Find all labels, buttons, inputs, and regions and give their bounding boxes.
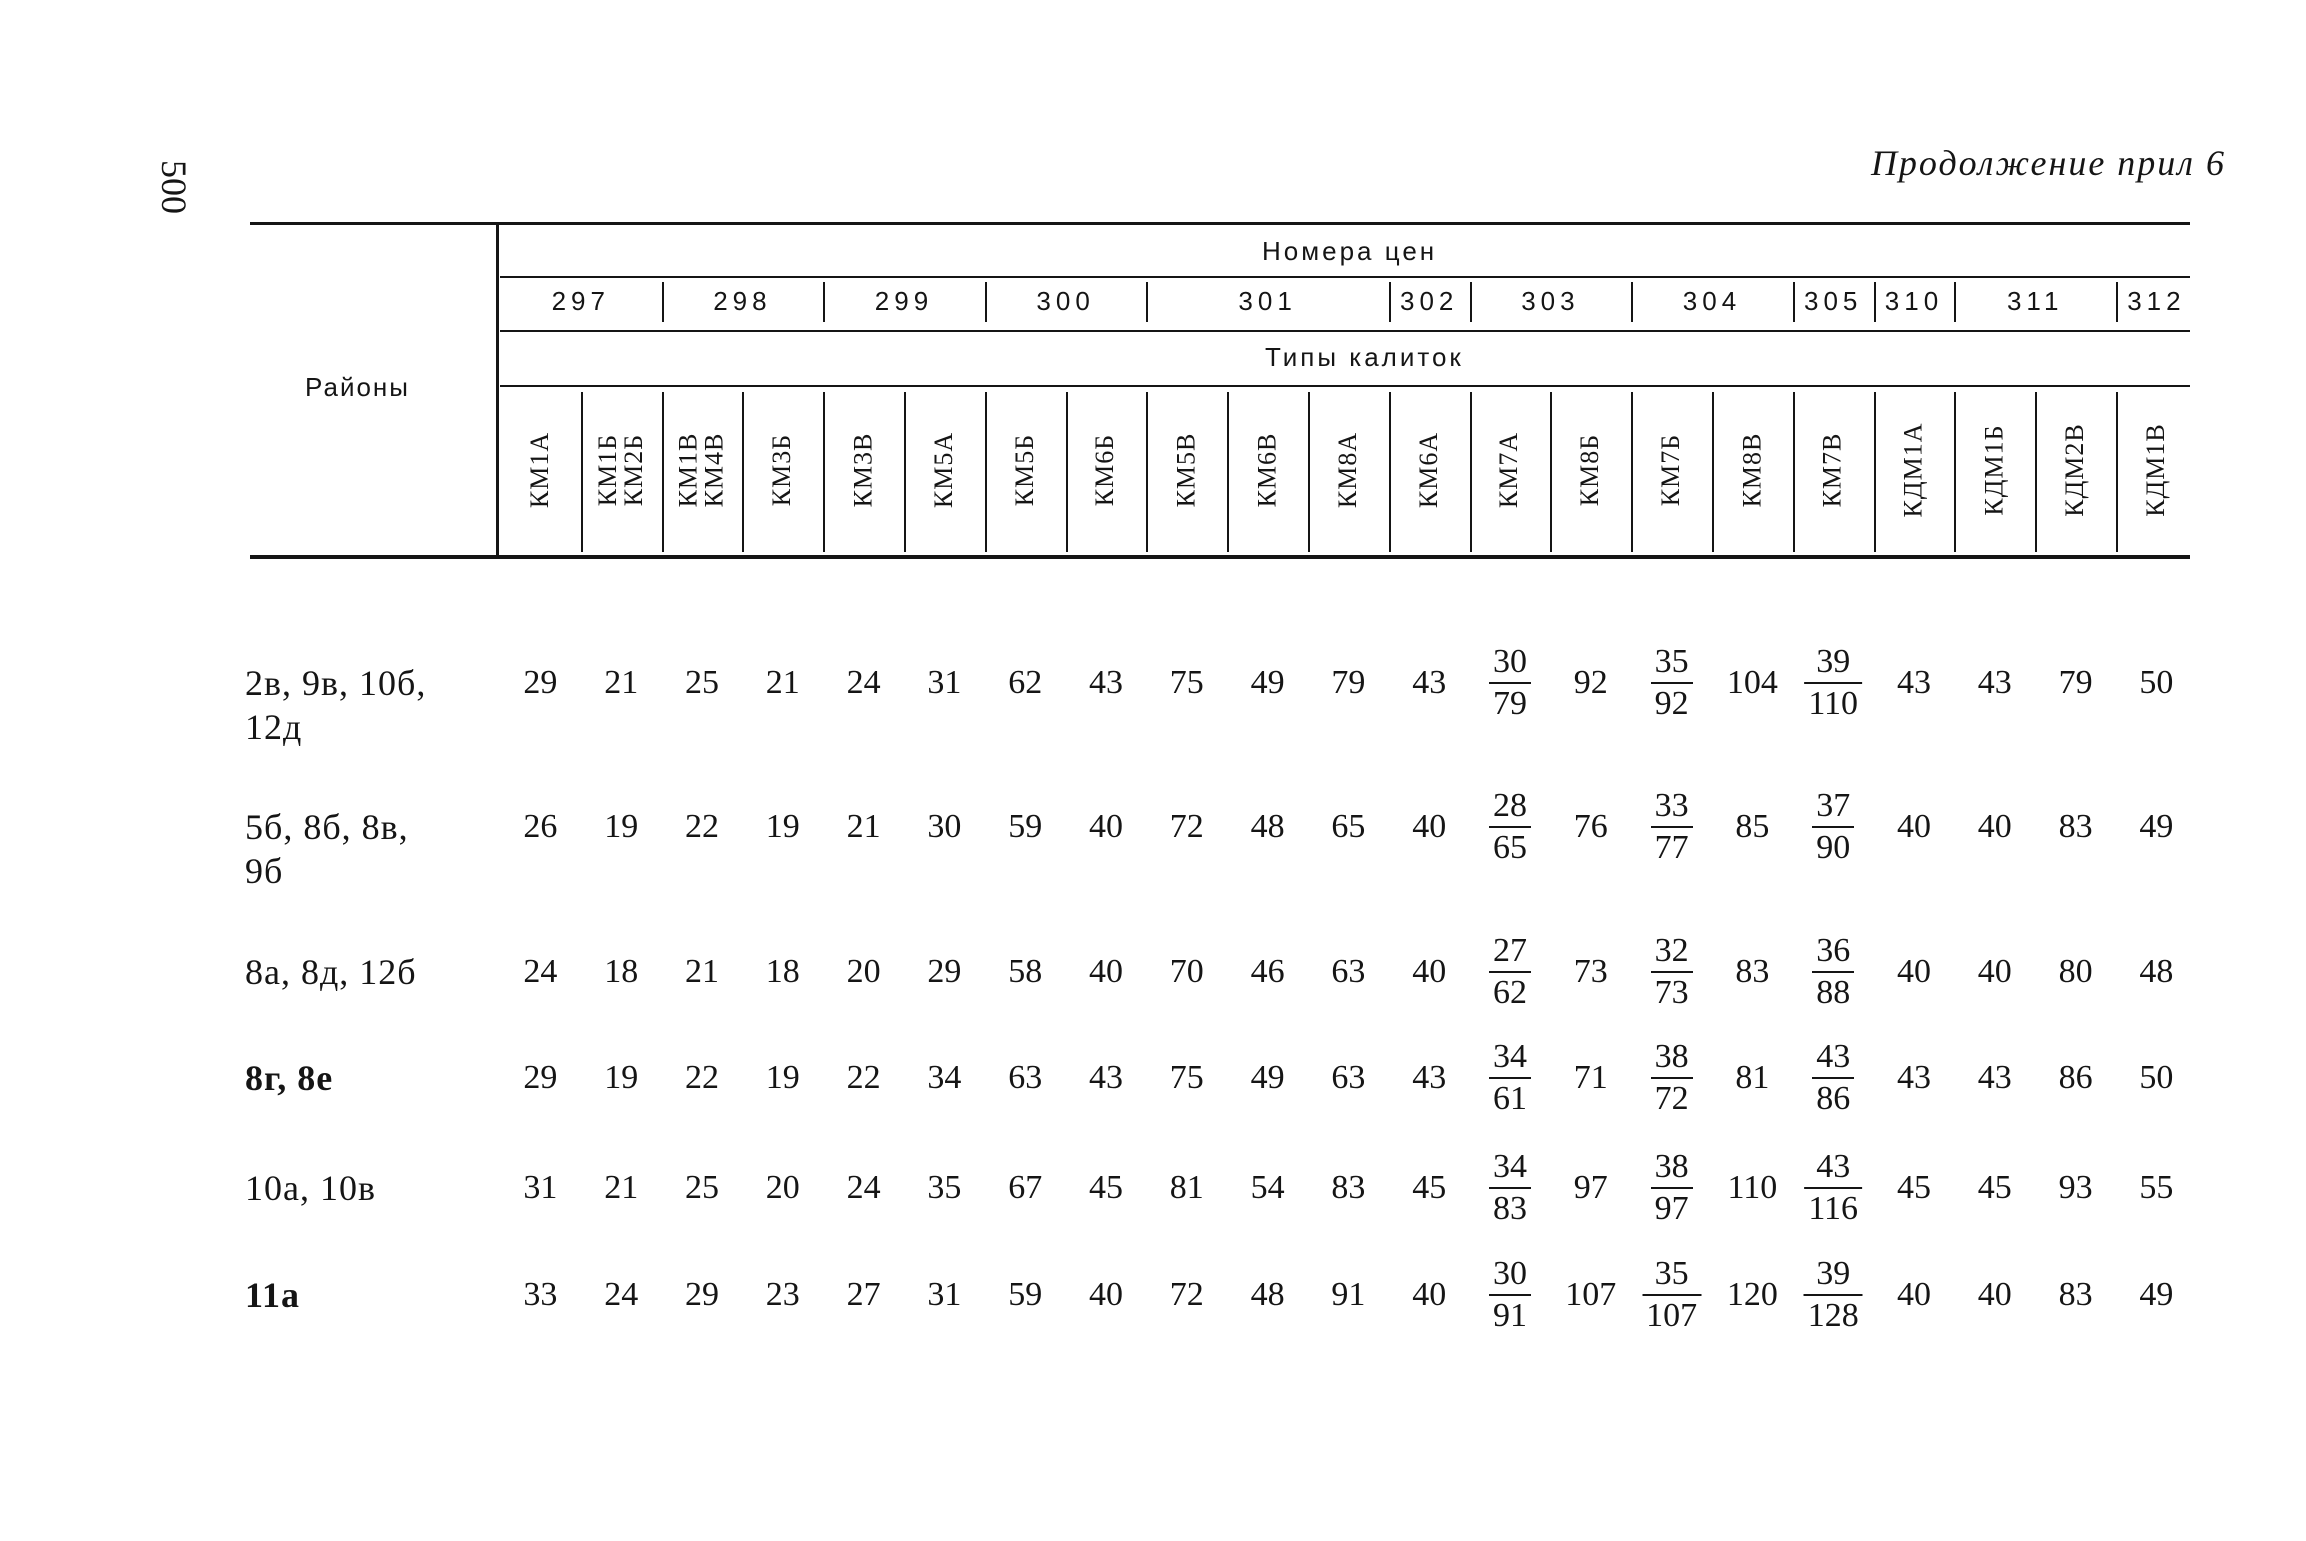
price-group-separator xyxy=(662,282,664,322)
value-cell: 48 xyxy=(2139,953,2174,990)
gate-type-label xyxy=(1090,433,1120,507)
value-cell: 72 xyxy=(1169,1276,1204,1313)
gate-type-header xyxy=(1874,392,1954,548)
fraction-cell xyxy=(1642,1254,1701,1336)
value-cell: 59 xyxy=(1008,1276,1043,1313)
fraction-denominator: 65 xyxy=(1489,826,1531,868)
fraction-cell xyxy=(1812,931,1854,1013)
gate-type-label xyxy=(2143,423,2169,517)
price-group-separator xyxy=(1389,282,1391,322)
gate-type-label xyxy=(1898,422,1928,518)
region-label xyxy=(245,1166,376,1210)
value-cell: 49 xyxy=(1250,1059,1285,1096)
price-number: 300 xyxy=(1036,286,1095,316)
price-group-separator xyxy=(1470,282,1472,322)
value-cell: 21 xyxy=(604,664,639,701)
gate-type-separator xyxy=(581,392,583,552)
gate-type-header xyxy=(662,392,742,548)
gate-type-separator xyxy=(1550,392,1552,552)
value-cell: 20 xyxy=(846,953,881,990)
fraction-denominator: 86 xyxy=(1812,1077,1854,1119)
value-cell: 43 xyxy=(1412,1059,1447,1096)
value-cell: 79 xyxy=(1331,664,1366,701)
price-group-rule xyxy=(500,276,2190,278)
fraction-denominator: 90 xyxy=(1812,826,1854,868)
gate-type-header xyxy=(1389,392,1469,548)
fraction-denominator: 116 xyxy=(1804,1187,1862,1229)
value-cell: 23 xyxy=(765,1276,800,1313)
fraction-cell xyxy=(1804,1254,1863,1336)
fraction-cell xyxy=(1489,1037,1531,1119)
gate-types-rule xyxy=(500,385,2190,387)
price-number: 299 xyxy=(874,286,934,316)
value-cell: 31 xyxy=(927,664,962,701)
fraction-numerator: 28 xyxy=(1493,787,1527,824)
fraction-numerator: 34 xyxy=(1493,1148,1527,1185)
value-cell: 83 xyxy=(1331,1169,1366,1206)
region-label-line: 9б xyxy=(245,851,284,891)
region-label-line: 8г, 8е xyxy=(245,1058,334,1098)
fraction-numerator: 38 xyxy=(1654,1038,1689,1075)
value-cell: 18 xyxy=(604,953,639,990)
region-label-line: 8а, 8д, 12б xyxy=(245,952,417,992)
fraction-denominator: 77 xyxy=(1651,826,1693,868)
region-column-header: Районы xyxy=(305,372,410,402)
fraction-numerator: 27 xyxy=(1493,932,1527,969)
value-cell: 59 xyxy=(1008,808,1043,845)
gate-type-separator xyxy=(1793,392,1795,552)
gate-type-text: КМ5Б xyxy=(1009,433,1039,507)
value-cell: 63 xyxy=(1008,1059,1043,1096)
page-number: 500 xyxy=(154,160,194,214)
gate-type-text: КМ7Б xyxy=(1656,433,1686,507)
fraction-numerator: 39 xyxy=(1816,643,1851,680)
gate-type-text: КМ1А xyxy=(525,431,554,509)
value-cell: 45 xyxy=(1412,1169,1447,1206)
value-cell: 49 xyxy=(2139,808,2174,845)
value-cell: 120 xyxy=(1726,1276,1778,1313)
gate-type-separator xyxy=(1874,392,1876,552)
value-cell: 70 xyxy=(1169,953,1204,990)
gate-type-label xyxy=(1254,433,1280,508)
price-number: 304 xyxy=(1682,286,1742,316)
gate-type-text: КМ7В xyxy=(1817,432,1847,508)
value-cell: 18 xyxy=(765,953,800,990)
value-cell: 83 xyxy=(2058,1276,2093,1313)
value-cell: 43 xyxy=(1977,664,2012,701)
region-label-line: 11а xyxy=(245,1275,301,1315)
price-number: 312 xyxy=(2127,286,2186,316)
price-group-separator xyxy=(1874,282,1876,322)
value-cell: 40 xyxy=(1977,953,2012,990)
gate-type-label xyxy=(931,432,957,508)
value-cell: 24 xyxy=(846,1169,881,1206)
value-cell: 25 xyxy=(685,1169,719,1206)
price-number: 298 xyxy=(713,286,772,316)
value-cell: 27 xyxy=(846,1276,881,1313)
gate-type-separator xyxy=(1227,392,1229,552)
gate-type-text: КМ8А xyxy=(1333,431,1362,509)
gate-type-separator xyxy=(2035,392,2037,552)
value-cell: 19 xyxy=(604,808,639,845)
fraction-numerator: 33 xyxy=(1654,787,1689,824)
fraction-denominator: 88 xyxy=(1812,971,1854,1013)
value-cell: 40 xyxy=(1089,1276,1123,1313)
value-cell: 50 xyxy=(2139,664,2174,701)
value-cell: 63 xyxy=(1331,1059,1366,1096)
gate-type-separator xyxy=(985,392,987,552)
gate-type-header xyxy=(904,392,984,548)
gate-type-label xyxy=(1981,424,2007,515)
gate-type-label xyxy=(2062,423,2088,517)
gate-type-separator xyxy=(2116,392,2118,552)
fraction-cell xyxy=(1489,1147,1531,1229)
region-label-line: 2в, 9в, 10б, xyxy=(245,663,427,703)
gate-type-text: КМ5В xyxy=(1171,432,1201,508)
value-cell: 104 xyxy=(1726,664,1778,701)
value-cell: 65 xyxy=(1331,808,1366,845)
gate-type-header xyxy=(985,392,1065,548)
fraction-denominator: 97 xyxy=(1651,1187,1693,1229)
price-numbers-header: Номера цен xyxy=(1262,236,1438,266)
value-cell: 45 xyxy=(1977,1169,2012,1206)
value-cell: 48 xyxy=(1250,1276,1285,1313)
gate-type-separator xyxy=(1066,392,1068,552)
price-group-separator xyxy=(1631,282,1633,322)
gate-type-header xyxy=(1550,392,1630,548)
value-cell: 34 xyxy=(927,1059,962,1096)
value-cell: 24 xyxy=(604,1276,639,1313)
price-number: 311 xyxy=(2006,286,2064,316)
value-cell: 93 xyxy=(2058,1169,2093,1206)
value-cell: 35 xyxy=(927,1169,962,1206)
value-cell: 40 xyxy=(1977,1276,2012,1313)
fraction-denominator: 73 xyxy=(1651,971,1693,1013)
fraction-cell xyxy=(1489,1254,1531,1336)
gate-type-header xyxy=(1631,392,1711,548)
price-group-separator xyxy=(1954,282,1956,322)
value-cell: 43 xyxy=(1412,664,1447,701)
value-cell: 75 xyxy=(1169,664,1204,701)
fraction-numerator: 32 xyxy=(1654,932,1689,969)
gate-type-header xyxy=(1308,392,1388,548)
value-cell: 33 xyxy=(523,1276,558,1313)
value-cell: 21 xyxy=(765,664,800,701)
value-cell: 73 xyxy=(1573,953,1608,990)
value-cell: 43 xyxy=(1089,1059,1123,1096)
value-cell: 81 xyxy=(1169,1169,1204,1206)
value-cell: 45 xyxy=(1897,1169,1931,1206)
gate-type-header xyxy=(1470,392,1550,548)
gate-type-label xyxy=(1577,434,1603,506)
value-cell: 83 xyxy=(1735,953,1770,990)
gate-type-label xyxy=(1658,434,1684,506)
value-cell: 48 xyxy=(1250,808,1285,845)
gate-type-label xyxy=(592,433,648,507)
fraction-cell xyxy=(1489,642,1531,724)
fraction-denominator: 83 xyxy=(1489,1187,1531,1229)
gate-type-text: КМ7А xyxy=(1494,431,1524,509)
fraction-numerator: 43 xyxy=(1816,1038,1851,1075)
gate-type-text: КМ8Б xyxy=(1575,433,1605,507)
fraction-cell xyxy=(1651,1037,1693,1119)
gate-type-separator xyxy=(1308,392,1310,552)
gate-type-header xyxy=(1146,392,1226,548)
gate-type-label xyxy=(527,432,553,508)
fraction-numerator: 37 xyxy=(1816,787,1851,824)
gate-type-separator xyxy=(1712,392,1714,552)
price-group-separator xyxy=(823,282,825,322)
fraction-numerator: 39 xyxy=(1816,1255,1851,1292)
value-cell: 46 xyxy=(1250,953,1285,990)
fraction-numerator: 30 xyxy=(1493,1255,1527,1292)
gate-type-label xyxy=(1817,432,1847,508)
region-column-divider xyxy=(496,225,499,555)
fraction-denominator: 107 xyxy=(1642,1294,1701,1336)
gate-type-text: КМ5А xyxy=(929,431,958,509)
value-cell: 110 xyxy=(1727,1169,1778,1206)
gate-type-text: КМ3Б xyxy=(767,433,797,507)
value-cell: 83 xyxy=(2058,808,2093,845)
gate-type-header xyxy=(1793,392,1873,548)
fraction-cell xyxy=(1489,786,1531,868)
value-cell: 49 xyxy=(1250,664,1285,701)
gate-type-separator xyxy=(1389,392,1391,552)
region-label xyxy=(245,661,426,749)
value-cell: 19 xyxy=(765,1059,800,1096)
fraction-denominator: 92 xyxy=(1651,682,1693,724)
value-cell: 67 xyxy=(1008,1169,1043,1206)
gate-type-label xyxy=(1739,433,1765,508)
gate-type-text: КМ1В xyxy=(673,432,703,508)
fraction-cell xyxy=(1804,1147,1862,1229)
fraction-cell xyxy=(1812,1037,1854,1119)
value-cell: 29 xyxy=(685,1276,719,1313)
gate-type-text: КДМ1А xyxy=(1898,422,1928,518)
gate-type-header xyxy=(500,392,580,548)
price-group-separator xyxy=(2116,282,2118,322)
fraction-cell xyxy=(1651,786,1693,868)
value-cell: 40 xyxy=(1977,808,2012,845)
value-cell: 19 xyxy=(765,808,800,845)
value-cell: 40 xyxy=(1897,808,1931,845)
value-cell: 26 xyxy=(523,808,558,845)
value-cell: 50 xyxy=(2139,1059,2174,1096)
value-cell: 75 xyxy=(1169,1059,1204,1096)
gate-type-text: КМ2Б xyxy=(618,433,648,507)
fraction-numerator: 35 xyxy=(1654,1255,1689,1292)
value-cell: 24 xyxy=(846,664,881,701)
value-cell: 49 xyxy=(2139,1276,2174,1313)
region-label-line: 5б, 8б, 8в, xyxy=(245,807,409,847)
value-cell: 21 xyxy=(604,1169,639,1206)
gate-type-label xyxy=(1009,433,1039,507)
gate-type-header xyxy=(1066,392,1146,548)
gate-type-label xyxy=(769,434,795,506)
gate-type-text: КМ6А xyxy=(1413,431,1443,509)
gate-type-text: КДМ1Б xyxy=(1979,424,2009,516)
price-group-separator xyxy=(985,282,987,322)
gate-type-header xyxy=(2035,392,2115,548)
value-cell: 21 xyxy=(685,953,719,990)
value-cell: 22 xyxy=(685,808,719,845)
gate-type-header xyxy=(823,392,903,548)
header-bottom-rule xyxy=(250,555,2190,559)
value-cell: 55 xyxy=(2139,1169,2174,1206)
gate-type-separator xyxy=(1146,392,1148,552)
fraction-cell xyxy=(1651,1147,1693,1229)
gate-type-text: КМ4В xyxy=(699,432,729,508)
price-numbers-rule xyxy=(500,330,2190,332)
value-cell: 76 xyxy=(1573,808,1608,845)
gate-type-separator xyxy=(823,392,825,552)
value-cell: 40 xyxy=(1412,953,1447,990)
value-cell: 20 xyxy=(765,1169,800,1206)
gate-type-text: КДМ2В xyxy=(2060,423,2090,517)
value-cell: 62 xyxy=(1008,664,1043,701)
value-cell: 43 xyxy=(1897,1059,1931,1096)
region-label xyxy=(245,805,409,893)
value-cell: 79 xyxy=(2058,664,2093,701)
fraction-numerator: 34 xyxy=(1493,1038,1527,1075)
price-number: 297 xyxy=(551,286,610,316)
fraction-numerator: 35 xyxy=(1654,643,1689,680)
value-cell: 43 xyxy=(1089,664,1123,701)
fraction-cell xyxy=(1651,931,1693,1013)
value-cell: 43 xyxy=(1897,664,1931,701)
fraction-numerator: 43 xyxy=(1816,1148,1851,1185)
value-cell: 92 xyxy=(1573,664,1608,701)
continuation-caption: Продолжение прил 6 xyxy=(1870,143,2226,183)
value-cell: 22 xyxy=(685,1059,719,1096)
gate-type-header xyxy=(2116,392,2196,548)
value-cell: 30 xyxy=(927,808,962,845)
gate-type-label xyxy=(673,432,729,508)
fraction-cell xyxy=(1651,642,1693,724)
fraction-cell xyxy=(1804,642,1862,724)
region-label xyxy=(245,1273,300,1317)
gate-type-label xyxy=(1173,433,1199,508)
gate-type-header xyxy=(1227,392,1307,548)
value-cell: 40 xyxy=(1089,808,1123,845)
value-cell: 63 xyxy=(1331,953,1366,990)
value-cell: 40 xyxy=(1412,808,1447,845)
gate-type-text: КМ1Б xyxy=(592,433,622,507)
value-cell: 40 xyxy=(1897,1276,1931,1313)
gate-type-label xyxy=(850,433,876,508)
value-cell: 29 xyxy=(927,953,962,990)
gate-types-header: Типы калиток xyxy=(1265,342,1464,372)
table-top-rule xyxy=(250,222,2190,225)
fraction-cell xyxy=(1812,786,1854,868)
value-cell: 72 xyxy=(1169,808,1204,845)
gate-type-label xyxy=(1413,431,1443,509)
gate-type-separator xyxy=(1954,392,1956,552)
value-cell: 71 xyxy=(1573,1059,1608,1096)
fraction-denominator: 110 xyxy=(1804,682,1862,724)
gate-type-separator xyxy=(1470,392,1472,552)
fraction-denominator: 62 xyxy=(1489,971,1531,1013)
price-group-separator xyxy=(1146,282,1148,322)
value-cell: 86 xyxy=(2058,1059,2093,1096)
value-cell: 85 xyxy=(1735,808,1770,845)
fraction-denominator: 72 xyxy=(1651,1077,1693,1119)
value-cell: 24 xyxy=(523,953,558,990)
region-label xyxy=(245,950,417,994)
gate-type-separator xyxy=(662,392,664,552)
price-number: 301 xyxy=(1238,286,1297,316)
value-cell: 40 xyxy=(1412,1276,1447,1313)
value-cell: 107 xyxy=(1565,1276,1617,1313)
fraction-denominator: 128 xyxy=(1804,1294,1863,1336)
gate-type-separator xyxy=(904,392,906,552)
value-cell: 25 xyxy=(685,664,719,701)
price-group-separator xyxy=(1793,282,1795,322)
price-number: 303 xyxy=(1521,286,1580,316)
value-cell: 40 xyxy=(1089,953,1123,990)
price-number: 310 xyxy=(1884,286,1944,316)
gate-type-separator xyxy=(742,392,744,552)
value-cell: 91 xyxy=(1331,1276,1366,1313)
value-cell: 29 xyxy=(523,1059,558,1096)
fraction-numerator: 30 xyxy=(1493,643,1527,680)
region-label xyxy=(245,1056,333,1100)
fraction-numerator: 38 xyxy=(1654,1148,1689,1185)
fraction-numerator: 36 xyxy=(1816,932,1851,969)
fraction-cell xyxy=(1489,931,1531,1013)
fraction-denominator: 91 xyxy=(1489,1294,1531,1336)
value-cell: 58 xyxy=(1008,953,1043,990)
gate-type-header xyxy=(1954,392,2034,548)
value-cell: 22 xyxy=(846,1059,881,1096)
gate-type-label xyxy=(1494,431,1524,509)
gate-type-header xyxy=(1712,392,1792,548)
gate-type-separator xyxy=(1631,392,1633,552)
region-label-line: 12д xyxy=(245,707,303,747)
fraction-denominator: 61 xyxy=(1489,1077,1531,1119)
price-number: 305 xyxy=(1803,286,1863,316)
gate-type-text: КМ8В xyxy=(1737,432,1766,508)
value-cell: 45 xyxy=(1089,1169,1123,1206)
fraction-denominator: 79 xyxy=(1489,682,1531,724)
value-cell: 29 xyxy=(523,664,558,701)
value-cell: 80 xyxy=(2058,953,2093,990)
region-label-line: 10а, 10в xyxy=(245,1168,376,1208)
gate-type-header xyxy=(581,392,661,548)
value-cell: 21 xyxy=(846,808,881,845)
gate-type-header xyxy=(742,392,822,548)
value-cell: 40 xyxy=(1897,953,1931,990)
value-cell: 31 xyxy=(927,1276,962,1313)
value-cell: 97 xyxy=(1573,1169,1608,1206)
value-cell: 54 xyxy=(1250,1169,1285,1206)
gate-type-text: КМ3В xyxy=(848,432,878,508)
value-cell: 31 xyxy=(523,1169,558,1206)
value-cell: 19 xyxy=(604,1059,639,1096)
gate-type-label xyxy=(1335,432,1361,508)
gate-type-text: КДМ1В xyxy=(2141,423,2171,517)
gate-type-text: КМ6Б xyxy=(1090,433,1120,507)
value-cell: 43 xyxy=(1977,1059,2012,1096)
value-cell: 81 xyxy=(1735,1059,1770,1096)
gate-type-text: КМ6В xyxy=(1252,432,1282,508)
price-number: 302 xyxy=(1399,286,1459,316)
